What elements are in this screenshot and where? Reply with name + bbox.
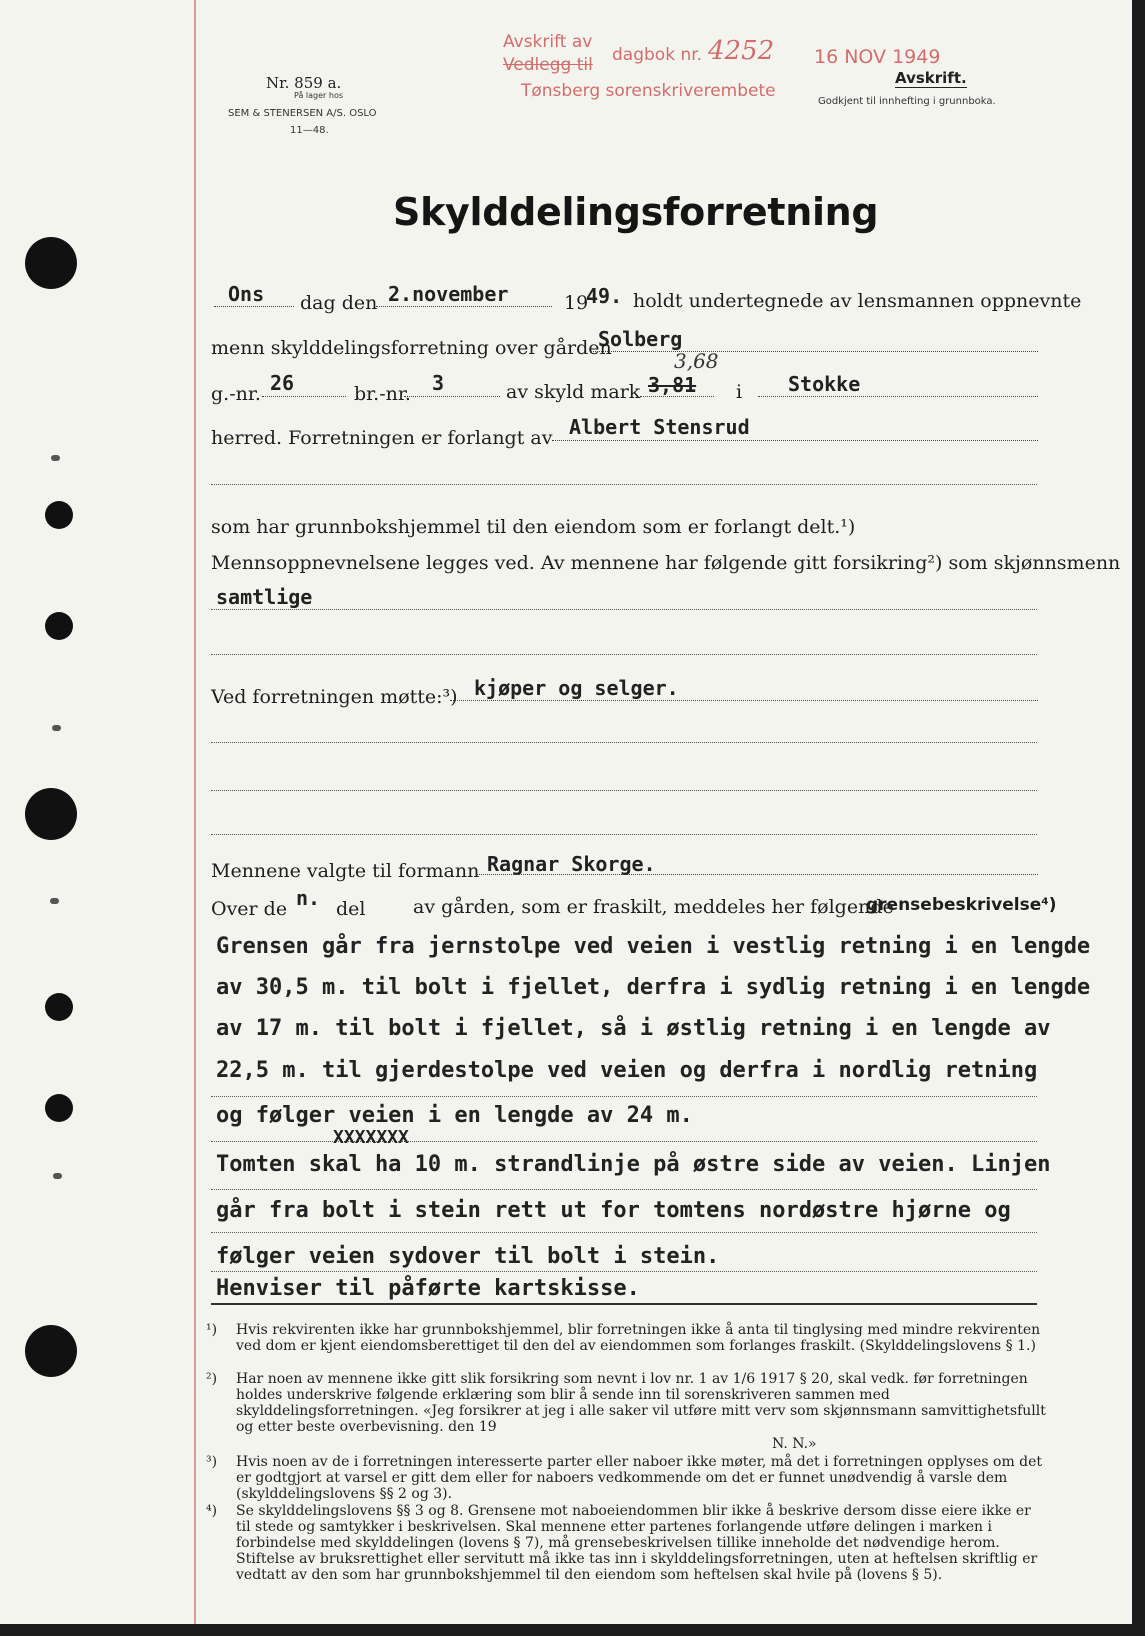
- in-label: i: [736, 381, 743, 403]
- blank-line: [211, 1232, 1037, 1233]
- blank-line: [211, 1189, 1037, 1190]
- chair-label: Mennene valgte til formann: [211, 860, 480, 882]
- extra-line: går fra bolt i stein rett ut for tomtens nordøstre hjørne og: [216, 1198, 1011, 1223]
- blank-line: [211, 654, 1037, 655]
- punch-hole: [25, 1325, 77, 1377]
- punch-hole: [45, 501, 73, 529]
- dotted-fill: [590, 351, 1038, 352]
- gnr-label: g.-nr.: [211, 383, 261, 405]
- over-label: Over de: [211, 898, 288, 920]
- border-line: av 17 m. til bolt i fjellet, så i østlig retning i en lengde av: [216, 1016, 1051, 1041]
- blank-line: [211, 1096, 1037, 1097]
- gnr-value: 26: [270, 371, 295, 395]
- men-text: menn skylddelingsforretning over gården: [211, 337, 612, 359]
- oppnevnelse-text: Mennsoppnevnelsene legges ved. Av mennene har følgende gitt forsikring²) som skjønnsmenn: [211, 552, 1121, 574]
- border-heading: grensebeskrivelse⁴): [866, 895, 1057, 915]
- chair-value: Ragnar Skorge.: [487, 852, 656, 876]
- dotted-fill: [476, 874, 1038, 875]
- bnr-value: 3: [432, 371, 445, 395]
- bnr-label: br.-nr.: [354, 383, 411, 405]
- punch-hole: [25, 788, 77, 840]
- sold-at: På lager hos: [294, 91, 343, 100]
- blank-line: [211, 1271, 1037, 1272]
- border-line: og følger veien i en lengde av 24 m.: [216, 1103, 693, 1128]
- blank-line: [211, 609, 1037, 610]
- date-value: 2.november: [388, 282, 509, 306]
- attended-label: Ved forretningen møtte:³): [211, 686, 458, 708]
- border-line: 22,5 m. til gjerdestolpe ved veien og derfra i nordlig retning: [216, 1058, 1038, 1083]
- blank-line: [211, 790, 1037, 791]
- stamp-attachment: Vedlegg til: [503, 55, 593, 75]
- punch-hole: [45, 993, 73, 1021]
- dotted-fill: [552, 440, 1038, 441]
- punch-hole: [45, 1094, 73, 1122]
- herred-text: herred. Forretningen er forlangt av: [211, 427, 553, 449]
- stamp-journal-label: dagbok nr.: [612, 45, 703, 65]
- blank-line: [211, 834, 1037, 835]
- speck: [51, 455, 60, 461]
- document-title: Skylddelingsforretning: [393, 190, 879, 234]
- attended-value: kjøper og selger.: [474, 676, 679, 700]
- footnote-mark: ³): [206, 1454, 218, 1470]
- extra-line: Henviser til påførte kartskisse.: [216, 1276, 640, 1301]
- farm-value: Solberg: [598, 327, 683, 351]
- border-line: av 30,5 m. til bolt i fjellet, derfra i sydlig retning i en lengde: [216, 975, 1091, 1000]
- stamp-office: Tønsberg sorenskriverembete: [521, 81, 776, 101]
- day-label: dag den: [300, 292, 378, 314]
- stamp-date: 16 NOV 1949: [814, 46, 941, 68]
- border-line: Grensen går fra jernstolpe ved veien i vestlig retning i en lengde: [216, 934, 1091, 959]
- footnote-mark: ⁴): [206, 1503, 218, 1519]
- part-value: n.: [296, 886, 321, 910]
- year-value: 49.: [586, 284, 623, 308]
- publisher: SEM & STENERSEN A/S. OSLO: [228, 108, 377, 119]
- dotted-fill: [450, 700, 1038, 701]
- punch-hole: [25, 237, 77, 289]
- form-number: Nr. 859 a.: [266, 74, 342, 92]
- skyld-old-value: 3,81: [648, 373, 697, 397]
- dotted-fill: [640, 396, 714, 397]
- skyld-label: av skyld mark: [506, 381, 641, 403]
- border-intro: av gården, som er fraskilt, meddeles her følgende: [413, 896, 894, 918]
- copy-title: Avskrift.: [895, 69, 967, 87]
- footnote-text: Hvis noen av de i forretningen interesserte parter eller naboer ikke møter, må det i forretningen opplyses om det er godtgjort at varsel er gitt dem eller for naboers vedkommende om det er funnet unødvendig å varsle dem (skylddelingslovens §§ 2 og 3).: [236, 1454, 1043, 1502]
- speck: [52, 725, 61, 731]
- municipality-value: Stokke: [788, 372, 861, 396]
- skyld-new-value: 3,68: [674, 349, 719, 373]
- print-date: 11—48.: [290, 125, 329, 136]
- extra-line: Tomten skal ha 10 m. strandlinje på østre side av veien. Linjen: [216, 1152, 1051, 1177]
- footnote-mark: ²): [206, 1371, 218, 1387]
- dotted-fill: [262, 396, 346, 397]
- dotted-fill: [758, 396, 1038, 397]
- dotted-fill: [376, 306, 552, 307]
- extra-line: følger veien sydover til bolt i stein.: [216, 1244, 720, 1269]
- strikeout-text: XXXXXXX: [333, 1127, 409, 1148]
- del-label: del: [336, 898, 366, 920]
- footnote-text: Se skylddelingslovens §§ 3 og 8. Grensene mot naboeiendommen blir ikke å beskrive dersom disse eiere ikke er til stede og samtykker i beskrivelsen. Skal mennene etter partenes forlangende utføre delingen i marken i forbindelse med skylddelingen (lovens § 7), må grensebeskrivelsen tillike inneholde det nødvendige herom. Stiftelse av bruksrettighet eller servitutt må ikke tas inn i skylddelingsforretningen, uten at heftelsen skriftlig er vedtatt av den som har grunnbokshjemmel til den eiendom som heftelsen skal hvile på (lovens § 5).: [236, 1503, 1038, 1583]
- footnote-mark: ¹): [206, 1322, 218, 1338]
- stamp-copy-of: Avskrift av: [503, 32, 593, 52]
- speck: [53, 1173, 62, 1179]
- sworn-value: samtlige: [216, 585, 313, 609]
- dotted-fill: [214, 306, 294, 307]
- footnote-text: Har noen av mennene ikke gitt slik forsikring som nevnt i lov nr. 1 av 1/6 1917 § 20, skal vedk. før forretningen holdes underskrive følgende erklæring som blir å sende inn til sorenskriveren sammen med skylddelingsforretningen. «Jeg forsikrer at jeg i alle saker vil utføre mitt verv som skjønnsmann samvittighetsfullt og etter beste overbevisning. den 19: [236, 1371, 1046, 1435]
- speck: [50, 898, 59, 904]
- weekday-value: Ons: [228, 282, 265, 306]
- copy-approval: Godkjent til innhefting i grunnboka.: [818, 96, 996, 107]
- footnote-text: Hvis rekvirenten ikke har grunnbokshjemmel, blir forretningen ikke å anta til tinglysing med mindre rekvirenten ved dom er kjent eiendomsberettiget til den del av eiendommen som forlanges fraskilt. (Skylddelingslovens § 1.): [236, 1322, 1041, 1354]
- blank-line: [211, 484, 1037, 485]
- requester-value: Albert Stensrud: [569, 415, 750, 439]
- margin-line: [194, 0, 196, 1624]
- year-prefix: 19: [564, 292, 589, 314]
- dotted-fill: [404, 396, 500, 397]
- intro-text: holdt undertegnede av lensmannen oppnevnte: [633, 290, 1082, 312]
- stamp-journal-number: 4252: [708, 36, 775, 66]
- separator-line: [211, 1303, 1037, 1305]
- blank-line: [211, 742, 1037, 743]
- punch-hole: [45, 612, 73, 640]
- footnote-signature: N. N.»: [772, 1436, 817, 1452]
- hjemmel-text: som har grunnbokshjemmel til den eiendom som er forlangt delt.¹): [211, 516, 856, 538]
